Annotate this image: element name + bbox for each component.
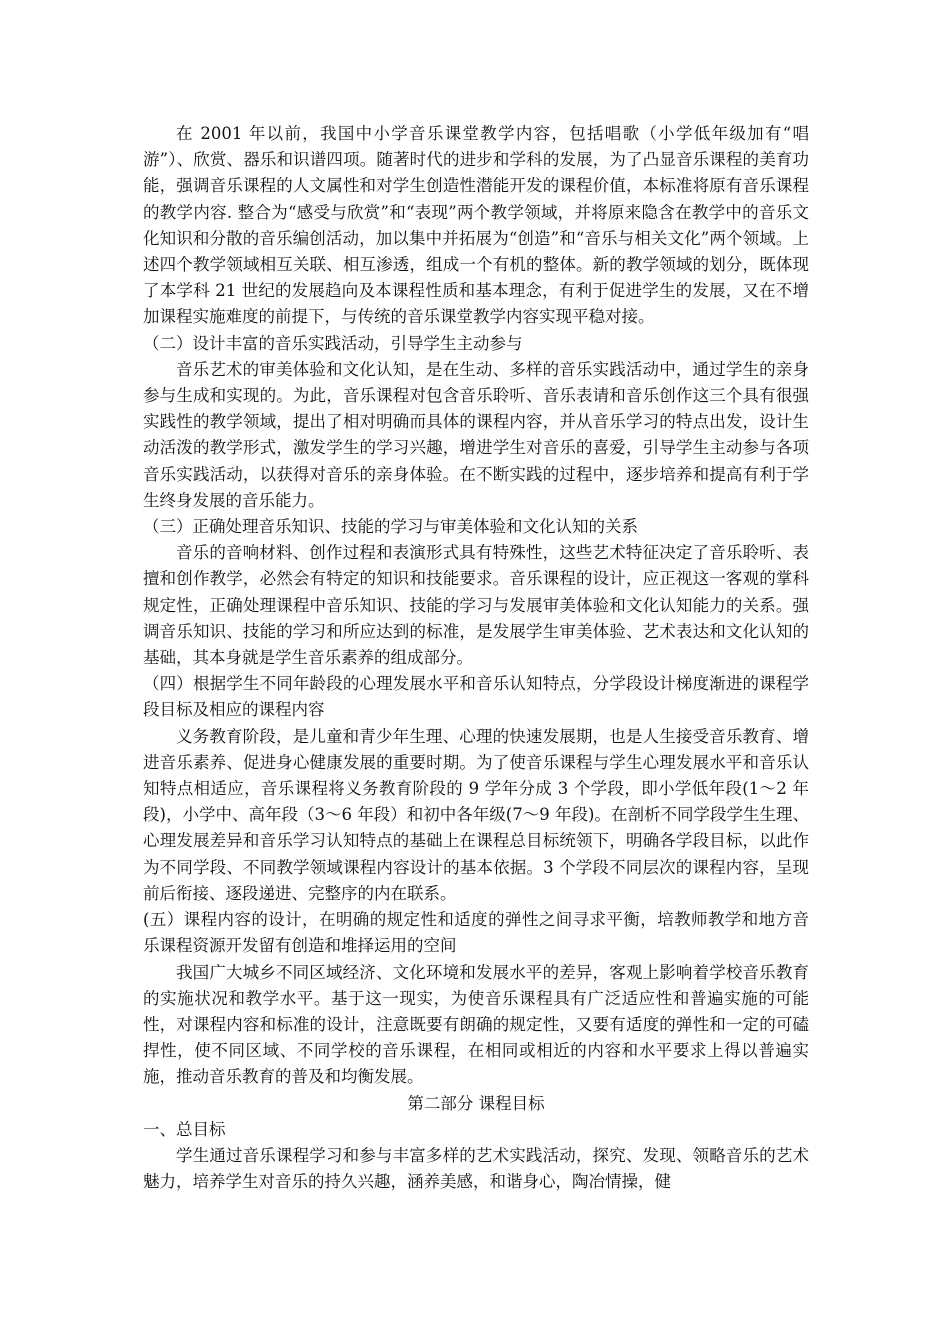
section-heading-5: (五）课程内容的设计，在明确的规定性和适度的弹性之间寻求平衡，培教师教学和地方音乐课程资源开发留有创造和堆择运用的空间	[143, 910, 809, 956]
paragraph-knowledge: 音乐的音响材料、创作过程和表演形式具有特殊性，这些艺术特征决定了音乐聆听、表擅和创作教学，必然会有特定的知识和技能要求。音乐课程的设计，应正视这一客观的掌科规定性，正确处理课程中音乐知识、技能的学习与发展审美体验和文化认知能力的关系。强调音乐知识、技能的学习和所应达到的标准，是发展学生审美体验、艺术表达和文化认知的基础，其本身就是学生音乐素养的组成部分。	[143, 543, 809, 668]
paragraph-practice: 音乐艺术的审美体验和文化认知，是在生动、多样的音乐实践活动中，通过学生的亲身参与生成和实现的。为此，音乐课程对包含音乐聆听、音乐表请和音乐创作这三个具有很强实践性的教学领域，提出了相对明确而具体的课程内容，并从音乐学习的特点出发，设计生动活泼的教学形式，激发学生的学习兴趣，增进学生对音乐的喜爱，引导学生主动参与各项音乐实践活动，以获得对音乐的亲身体验。在不断实践的过程中，逐步培养和提高有利于学生终身发展的音乐能力。	[143, 359, 809, 510]
paragraph-flexibility: 我国广大城乡不同区域经济、文化环境和发展水平的差异，客观上影响着学校音乐教育的实施状况和教学水平。基于这一现实，为使音乐课程具有广泛适应性和普遍实施的可能性，对课程内容和标准的设计，注意既要有朗确的规定性，又要有适度的弹性和一定的可磕捍性，使不同区域、不同学校的音乐课程，在相同或相近的内容和水平要求上得以普遍实施，推动音乐教育的普及和均衡发展。	[143, 962, 809, 1087]
document-body	[143, 121, 809, 1195]
paragraph-stages: 义务教育阶段，是儿童和青少年生理、心理的快速发展期，也是人生接受音乐教育、增进音乐素养、促进身心健康发展的重要时期。为了使音乐课程与学生心理发展水平和音乐认知特点相适应，音乐课程将义务教育阶段的 9 学年分成 3 个学段，即小学低年段(1～2 年段)，小学中、高年段（3～6 年段）和初中各年级(7～9 年段)。在剖析不同学段学生生理、心理发展差异和音乐学习认知特点的基础上在课程总目标统领下，明确各学段目标，以此作为不同学段、不同教学领域课程内容设计的基本依据。3 个学段不同层次的课程内容，呈现前后衔接、逐段递进、完整序的内在联系。	[143, 726, 809, 903]
goal-heading: 一、总目标	[143, 1119, 226, 1139]
section-heading-2: （二）设计丰富的音乐实践活动，引导学生主动参与	[143, 333, 523, 353]
section-heading-4: （四）根据学生不同年龄段的心理发展水平和音乐认知特点，分学段设计梯度渐进的课程学段目标及相应的课程内容	[143, 674, 809, 720]
paragraph-intro: 在 2001 年以前，我国中小学音乐课堂教学内容，包括唱歌（小学低年级加有“唱游”）、欣赏、器乐和识谱四项。随著时代的进步和学科的发展，为了凸显音乐课程的美育功能，强调音乐课程的人文属性和对学生创造性潜能开发的课程价值，本标准将原有音乐课程的教学内容. 整合为“感受与欣赏”和“表现”两个教学领域，并将原来隐含在教学中的音乐文化知识和分散的音乐编创活动，加以集中并拓展为“创造”和“音乐与相关文化”两个领域。上述四个教学领域相互关联、相互渗透，组成一个有机的整体。新的教学领域的划分，既体现了本学科 21 世纪的发展趋向及本课程性质和基本理念，有利于促进学生的发展，又在不增加课程实施难度的前提下，与传统的音乐课堂教学内容实现平稳对接。	[143, 124, 809, 327]
section-heading-3: （三）正确处理音乐知识、技能的学习与审美体验和文化认知的关系	[143, 517, 638, 537]
paragraph-goal: 学生通过音乐课程学习和参与丰富多样的艺术实践活动，探究、发现、领略音乐的艺术魅力，培养学生对音乐的持久兴趣，涵养美感，和谐身心，陶冶情操，健	[143, 1145, 809, 1192]
part-title: 第二部分 课程目标	[407, 1093, 545, 1113]
